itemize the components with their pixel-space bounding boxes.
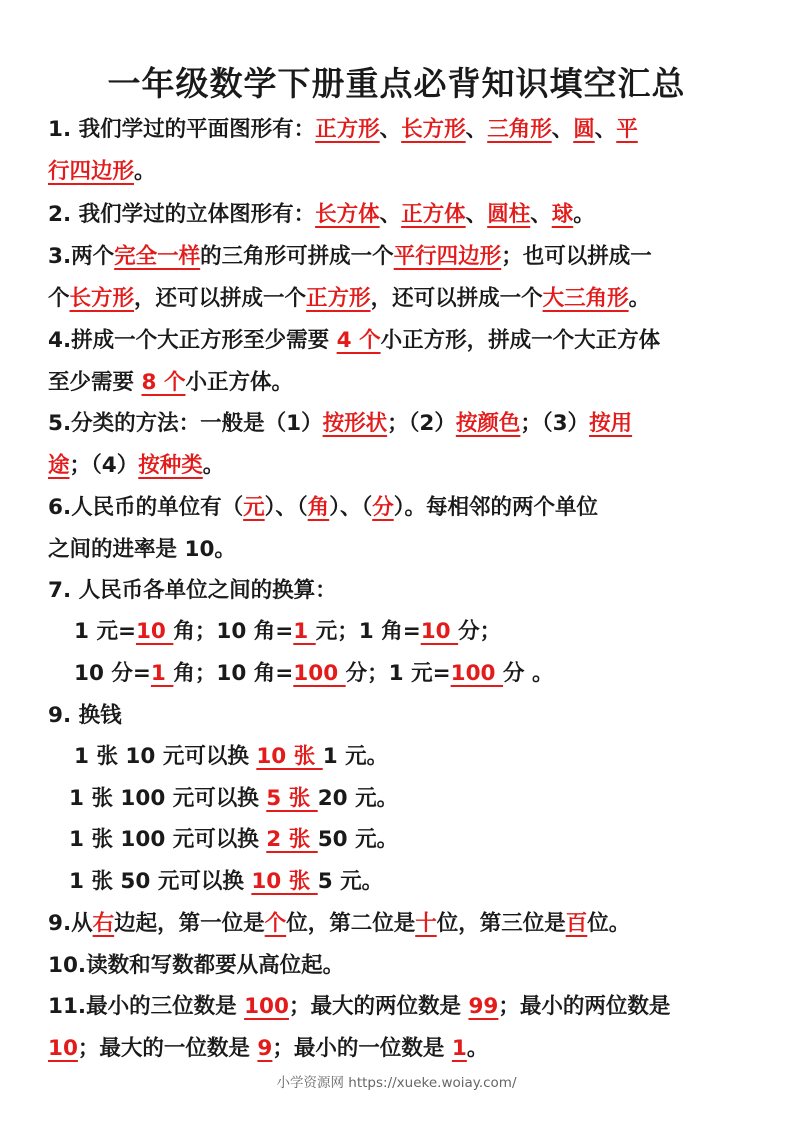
question-text: 5.分类的方法：一般是（1） — [48, 411, 323, 436]
answer-text: 1 — [150, 661, 174, 686]
text-line — [0, 119, 793, 141]
question-text: 1 元。 — [322, 744, 389, 769]
answer-text: 8 个 — [141, 370, 186, 395]
question-text: 7. 人民币各单位之间的换算： — [48, 578, 337, 603]
answer-text: 正方体 — [401, 202, 466, 227]
answer-text: 球 — [551, 202, 574, 227]
question-text: 。 — [202, 453, 225, 478]
question-text: 4.拼成一个大正方形至少需要 — [48, 328, 337, 353]
question-text: 、 — [551, 117, 574, 142]
question-text: 20 元。 — [317, 786, 399, 811]
answer-text: 10 张 — [256, 744, 323, 769]
answer-text: 正方形 — [315, 117, 380, 142]
question-text: ；最大的一位数是 — [77, 1036, 258, 1061]
answer-text: 完全一样 — [114, 244, 201, 269]
question-text: ；最小的一位数是 — [272, 1036, 452, 1061]
text-line — [0, 955, 793, 977]
answer-text: 2 张 — [266, 827, 318, 852]
answer-text: 角 — [307, 495, 330, 520]
answer-text: 10 — [420, 619, 459, 644]
text-line — [0, 663, 793, 685]
question-text: 边起，第一位是 — [114, 911, 265, 936]
text-line — [0, 413, 793, 435]
answer-text: 长方体 — [315, 202, 380, 227]
question-text: 至少需要 — [48, 370, 142, 395]
text-line — [0, 539, 793, 561]
question-text: 1 张 50 元可以换 — [69, 869, 252, 894]
answer-text: 10 张 — [251, 869, 318, 894]
answer-text: 平行四边形 — [393, 244, 502, 269]
answer-text: 圆柱 — [487, 202, 531, 227]
question-text: 10.读数和写数都要从高位起。 — [48, 953, 345, 978]
text-line — [0, 913, 793, 935]
text-line — [0, 621, 793, 643]
question-text: 10 分= — [74, 661, 151, 686]
answer-text: 右 — [92, 911, 115, 936]
answer-text: 分 — [372, 495, 394, 520]
question-text: 。 — [573, 202, 595, 227]
answer-text: 途 — [48, 453, 70, 478]
question-text: 9.从 — [48, 911, 93, 936]
answer-text: 长方形 — [69, 286, 135, 311]
answer-text: 100 — [293, 661, 346, 686]
question-text: 、 — [465, 202, 488, 227]
question-text: 。 — [466, 1036, 489, 1061]
question-text: ）。每相邻的两个单位 — [393, 495, 598, 520]
text-line — [0, 497, 793, 519]
question-text: 小正方体。 — [185, 370, 293, 395]
answer-text: 长方形 — [401, 117, 466, 142]
question-text: 元；1 角= — [315, 619, 421, 644]
question-text: 。 — [134, 159, 156, 184]
answer-text: 1 — [451, 1036, 467, 1061]
answer-text: 99 — [468, 994, 499, 1019]
text-line — [0, 288, 793, 310]
answer-text: 10 — [48, 1036, 78, 1061]
question-text: 位，第二位是 — [286, 911, 416, 936]
question-text: ；（3） — [520, 411, 590, 436]
question-text: 个 — [48, 286, 70, 311]
question-text: ）、（ — [264, 495, 308, 520]
answer-text: 三角形 — [487, 117, 552, 142]
question-text: 1. 我们学过的平面图形有： — [48, 117, 316, 142]
question-text: 9. 换钱 — [48, 703, 122, 728]
answer-text: 100 — [244, 994, 289, 1019]
question-text: 6.人民币的单位有（ — [48, 495, 244, 520]
question-text: ；（2） — [387, 411, 456, 436]
text-line — [0, 204, 793, 226]
text-line — [0, 372, 793, 394]
question-text: 1 张 10 元可以换 — [74, 744, 257, 769]
question-text: ，还可以拼成一个 — [370, 286, 543, 311]
question-text: 3.两个 — [48, 244, 115, 269]
text-line — [0, 246, 793, 268]
answer-text: 1 — [293, 619, 316, 644]
question-text: 分 。 — [503, 661, 554, 686]
answer-text: 9 — [257, 1036, 273, 1061]
question-text: 1 元= — [74, 619, 136, 644]
question-text: 、 — [530, 202, 552, 227]
answer-text: 行四边形 — [48, 159, 135, 184]
text-line — [0, 746, 793, 768]
answer-text: 4 个 — [336, 328, 381, 353]
text-line — [0, 580, 793, 602]
answer-text: 10 — [135, 619, 174, 644]
answer-text: 5 张 — [266, 786, 318, 811]
question-text: 1 张 100 元可以换 — [69, 827, 267, 852]
text-line — [0, 1038, 793, 1060]
answer-text: 按用 — [589, 411, 633, 436]
answer-text: 元 — [243, 495, 265, 520]
question-text: 分； — [458, 619, 502, 644]
question-text: 的三角形可拼成一个 — [200, 244, 394, 269]
question-text: ；也可以拼成一 — [501, 244, 652, 269]
answer-text: 百 — [565, 911, 588, 936]
question-text: 、 — [594, 117, 617, 142]
answer-text: 圆 — [573, 117, 595, 142]
answer-text: 正方形 — [306, 286, 371, 311]
question-text: 、 — [465, 117, 488, 142]
answer-text: 平 — [616, 117, 638, 142]
question-text: 、 — [379, 117, 402, 142]
text-line — [0, 788, 793, 810]
question-text: 角；10 角= — [173, 661, 294, 686]
question-text: 2. 我们学过的立体图形有： — [48, 202, 316, 227]
question-text: 分；1 元= — [345, 661, 451, 686]
page-footer-watermark: 小学资源网 https://xueke.woiay.com/ — [276, 1075, 517, 1091]
question-text: ；最小的两位数是 — [498, 994, 671, 1019]
text-line — [0, 829, 793, 851]
question-text: 位。 — [587, 911, 631, 936]
text-line — [0, 330, 793, 352]
answer-text: 按颜色 — [455, 411, 521, 436]
text-line — [0, 871, 793, 893]
question-text: ，还可以拼成一个 — [134, 286, 307, 311]
question-text: 11.最小的三位数是 — [48, 994, 245, 1019]
text-line — [0, 996, 793, 1018]
answer-text: 按形状 — [322, 411, 388, 436]
question-text: 、 — [379, 202, 402, 227]
question-text: 50 元。 — [317, 827, 399, 852]
question-text: ）、（ — [329, 495, 373, 520]
question-text: 。 — [628, 286, 651, 311]
answer-text: 100 — [450, 661, 504, 686]
question-text: 位，第三位是 — [436, 911, 566, 936]
answer-text: 个 — [264, 911, 287, 936]
question-text: 1 张 100 元可以换 — [69, 786, 267, 811]
question-text: 之间的进率是 10。 — [48, 537, 236, 562]
question-text: ；最大的两位数是 — [288, 994, 469, 1019]
page-title: 一年级数学下册重点必背知识填空汇总 — [107, 64, 686, 103]
text-line — [0, 161, 793, 183]
text-line — [0, 455, 793, 477]
answer-text: 按种类 — [138, 453, 203, 478]
text-line — [0, 705, 793, 727]
question-text: 小正方形，拼成一个大正方体 — [380, 328, 661, 353]
question-text: 5 元。 — [317, 869, 384, 894]
question-text: ；（4） — [69, 453, 139, 478]
question-text: 角；10 角= — [173, 619, 294, 644]
answer-text: 大三角形 — [542, 286, 629, 311]
answer-text: 十 — [415, 911, 437, 936]
